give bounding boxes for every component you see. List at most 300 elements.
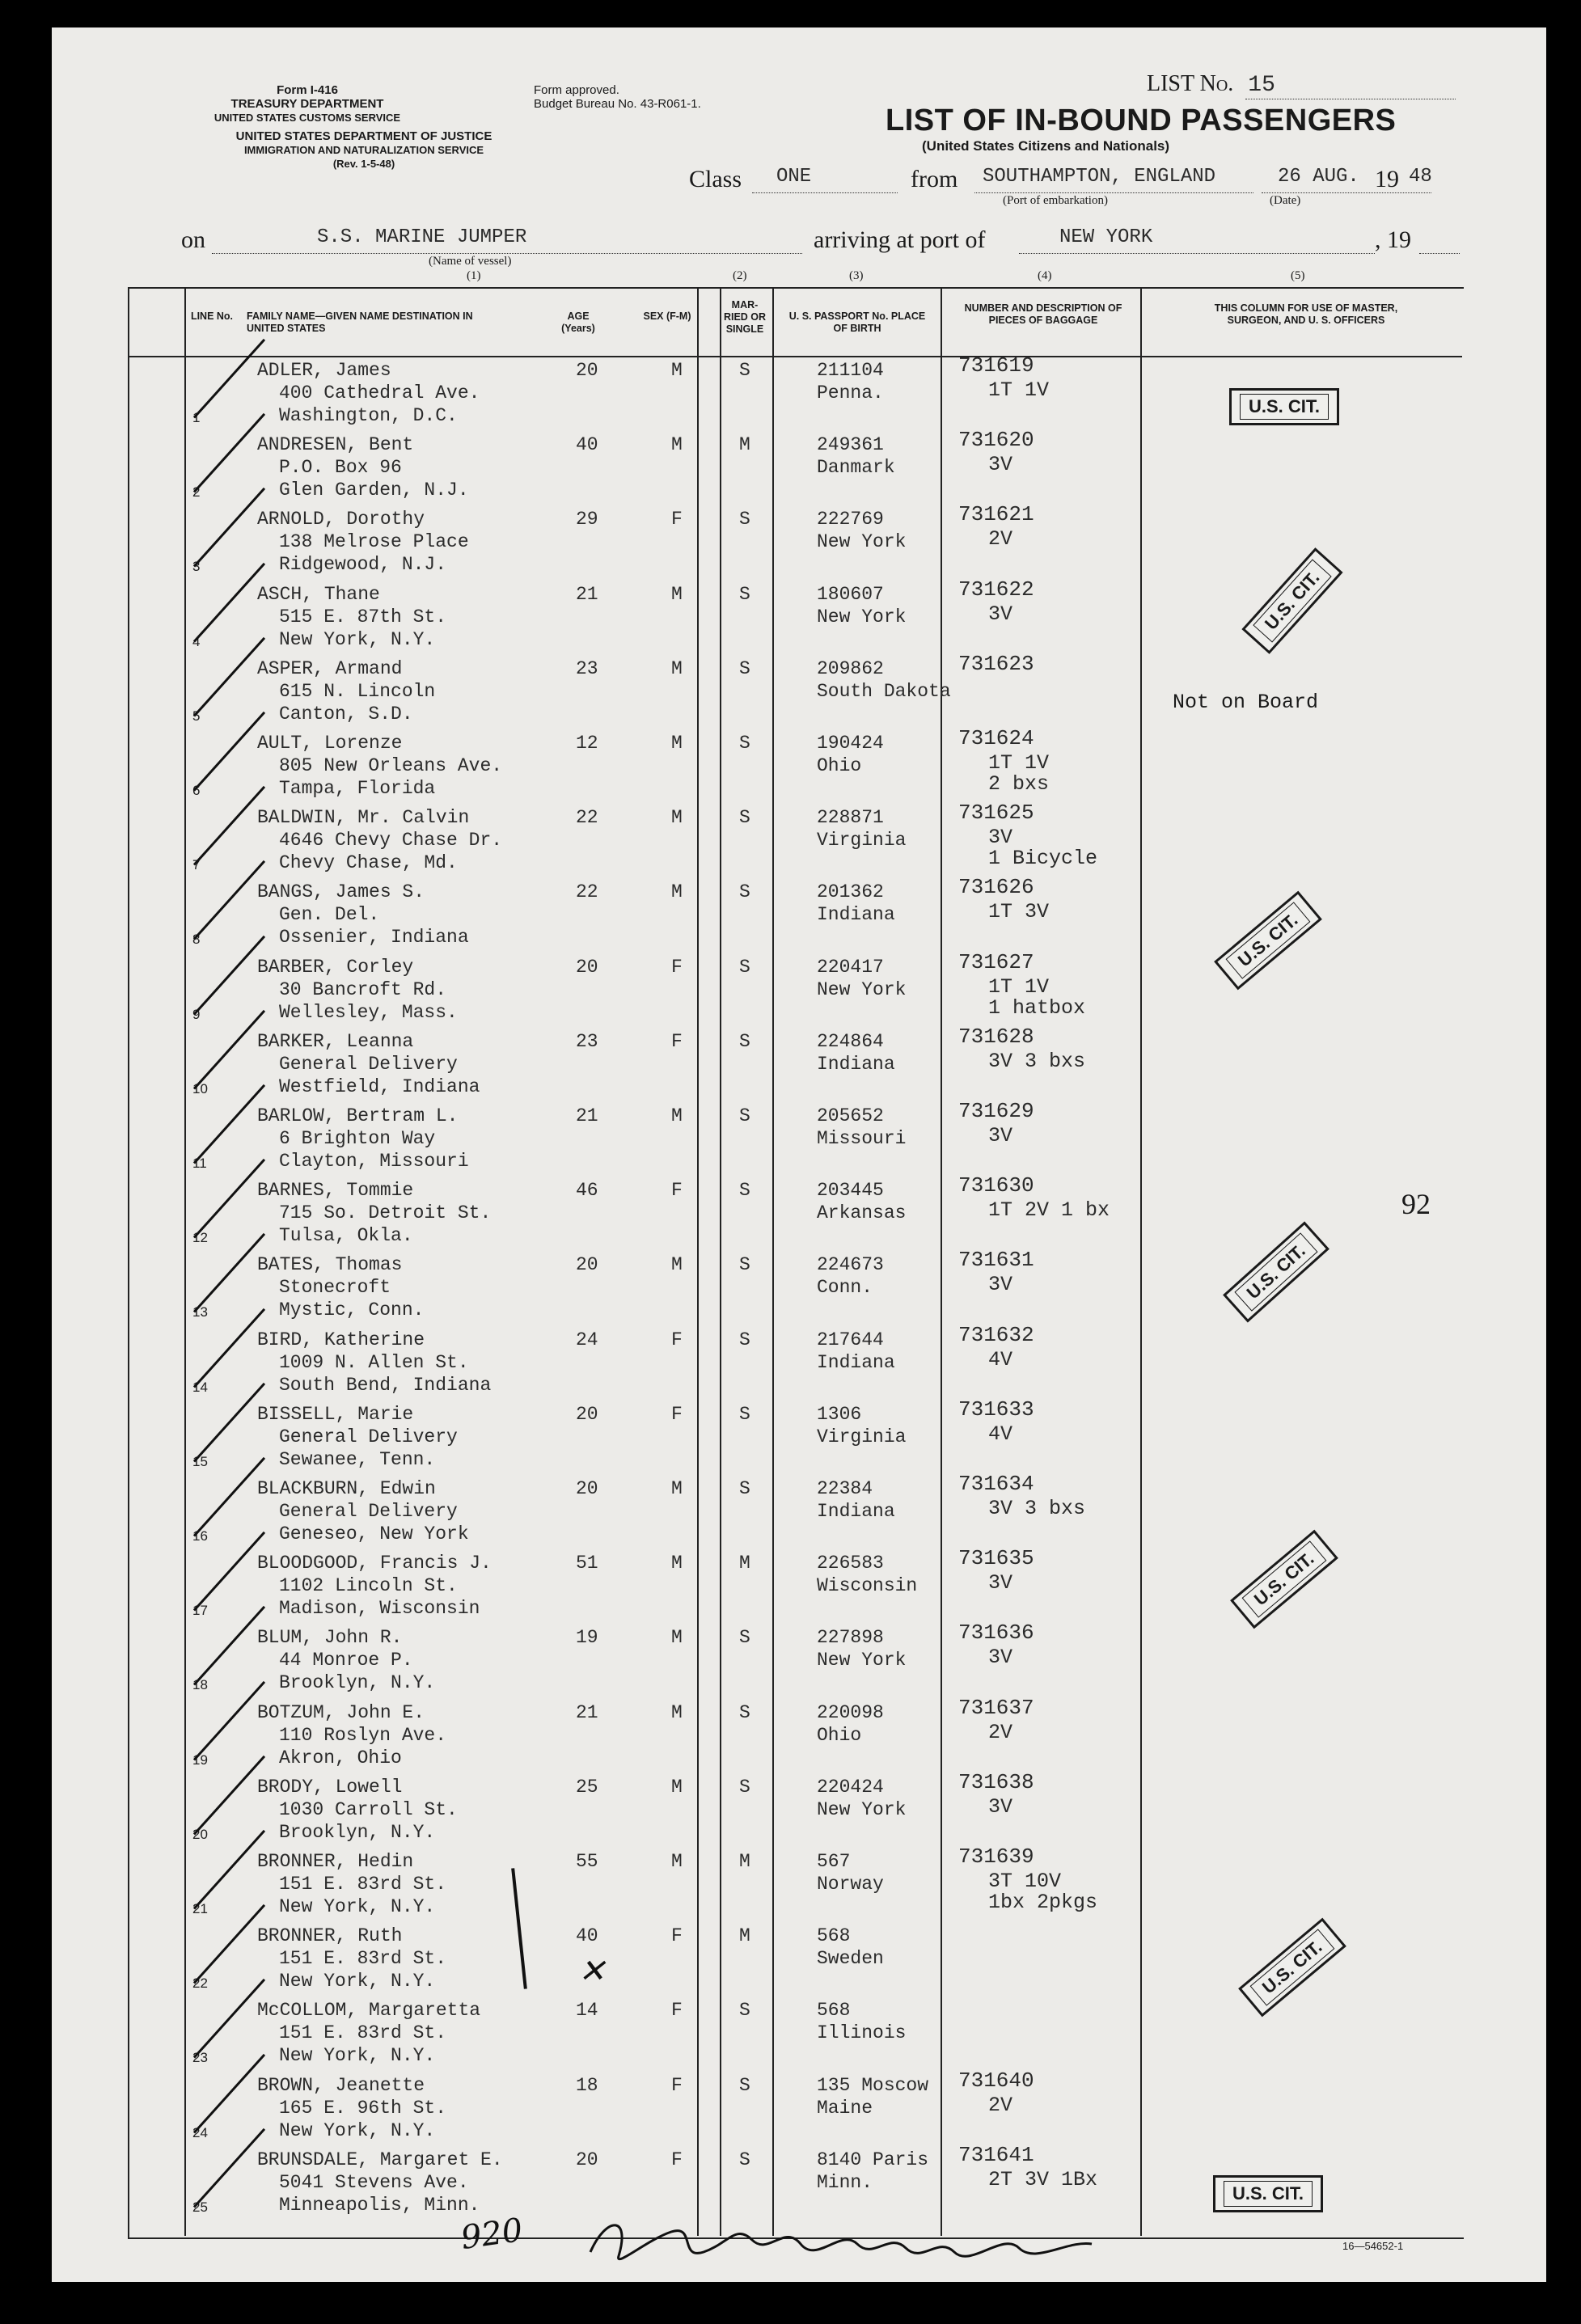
sex: F	[671, 2149, 683, 2170]
place-of-birth: Missouri	[817, 1128, 907, 1149]
table-row	[0, 1322, 1581, 1404]
marital-status: S	[739, 509, 750, 530]
line-number: 24	[192, 2124, 208, 2140]
marital-status: S	[739, 1478, 750, 1499]
place-of-birth: Norway	[817, 1874, 884, 1895]
address-line-2: Glen Garden, N.J.	[279, 480, 469, 501]
class-value: ONE	[776, 166, 812, 188]
place-of-birth: Conn.	[817, 1277, 873, 1299]
sex: M	[671, 434, 683, 456]
marital-status: S	[739, 1627, 750, 1649]
marital-status: S	[739, 2000, 750, 2022]
sex: F	[671, 2074, 683, 2096]
age: 23	[576, 1030, 598, 1052]
passport-number: 220098	[817, 1701, 884, 1723]
passport-number: 228871	[817, 807, 884, 829]
passport-number: 567	[817, 1851, 851, 1872]
sex: M	[671, 807, 683, 829]
form-approval	[534, 83, 701, 111]
line-number: 5	[192, 708, 201, 724]
address-line-2: Washington, D.C.	[279, 405, 458, 426]
address-line-2: Ossenier, Indiana	[279, 927, 469, 949]
passenger-name: BARBER, Corley	[257, 956, 414, 978]
arrival-port: NEW YORK	[1059, 226, 1153, 248]
header-married: MAR-RIED OR SINGLE	[723, 299, 767, 335]
passport-number: 220424	[817, 1776, 884, 1798]
header-name-destination: FAMILY NAME—GIVEN NAME DESTINATION IN UNITED STATES	[247, 311, 473, 334]
passport-number: 222769	[817, 509, 884, 530]
passenger-name: BRONNER, Hedin	[257, 1851, 414, 1872]
date-value: 26 AUG.	[1278, 166, 1359, 188]
us-citizen-stamp: U.S. CIT.	[1229, 388, 1339, 425]
ins-service: IMMIGRATION AND NATURALIZATION SERVICE	[243, 144, 484, 156]
baggage-description: 3V	[988, 1794, 1013, 1819]
place-of-birth: South Dakota	[817, 680, 951, 702]
baggage-description: 3V	[988, 826, 1013, 850]
baggage-number: 731629	[958, 1099, 1034, 1123]
place-of-birth: Indiana	[817, 1351, 895, 1373]
passport-number: 205652	[817, 1105, 884, 1126]
marital-status: S	[739, 1254, 750, 1276]
address-line-1: 615 N. Lincoln	[279, 680, 436, 702]
address-line-1: General Delivery	[279, 1053, 458, 1075]
marital-status: S	[739, 956, 750, 978]
address-line-1: 151 E. 83rd St.	[279, 1874, 447, 1895]
sex: F	[671, 1403, 683, 1425]
address-line-2: New York, N.Y.	[279, 2045, 436, 2067]
place-of-birth: Sweden	[817, 1948, 884, 1970]
address-line-1: 6 Brighton Way	[279, 1128, 436, 1149]
line-number: 8	[192, 932, 201, 948]
marital-status: S	[739, 881, 750, 903]
passenger-name: BARNES, Tommie	[257, 1180, 414, 1202]
line-number: 12	[192, 1230, 208, 1246]
passenger-name: ASCH, Thane	[257, 583, 380, 605]
address-line-1: 515 E. 87th St.	[279, 606, 447, 627]
line-number: 1	[192, 410, 201, 425]
age: 22	[576, 807, 598, 829]
address-line-1: 1030 Carroll St.	[279, 1798, 458, 1820]
passport-number: 1306	[817, 1403, 862, 1425]
address-line-1: 151 E. 83rd St.	[279, 2022, 447, 2044]
address-line-2: New York, N.Y.	[279, 1971, 436, 1992]
passenger-name: AULT, Lorenze	[257, 733, 403, 754]
age: 20	[576, 1403, 598, 1425]
sex: M	[671, 1851, 683, 1872]
us-citizen-stamp: U.S. CIT.	[1238, 1918, 1346, 2018]
address-line-2: New York, N.Y.	[279, 1896, 436, 1917]
table-row	[0, 651, 1581, 733]
address-line-2: Canton, S.D.	[279, 703, 413, 725]
header-line-no: LINE No.	[190, 311, 234, 322]
baggage-description: 3V	[988, 1124, 1013, 1147]
passenger-name: BISSELL, Marie	[257, 1403, 414, 1425]
passport-number: 220417	[817, 956, 884, 978]
marital-status: S	[739, 2149, 750, 2170]
table-row	[0, 1695, 1581, 1777]
line-number: 17	[192, 1603, 208, 1619]
line-number: 15	[192, 1453, 208, 1469]
passenger-name: BRONNER, Ruth	[257, 1925, 403, 1947]
address-line-2: Akron, Ohio	[279, 1747, 402, 1768]
age: 21	[576, 1701, 598, 1723]
passport-number: 135 Moscow	[817, 2074, 929, 2096]
age: 21	[576, 583, 598, 605]
place-of-birth: Arkansas	[817, 1202, 907, 1224]
baggage-number: 731623	[958, 651, 1034, 676]
inspector-signature	[582, 2208, 1100, 2272]
bottom-initials: 920	[459, 2211, 526, 2258]
baggage-description: 3V	[988, 602, 1013, 626]
address-line-2: Geneseo, New York	[279, 1523, 469, 1544]
baggage-description: 1T 1V	[988, 974, 1050, 999]
place-of-birth: New York	[817, 606, 907, 627]
line-number: 9	[192, 1006, 201, 1022]
passport-number: 22384	[817, 1478, 873, 1499]
column-number-2: (2)	[733, 269, 747, 282]
baggage-number: 731626	[958, 875, 1034, 900]
passenger-name: BALDWIN, Mr. Calvin	[257, 807, 470, 829]
place-of-birth: Penna.	[817, 382, 884, 404]
age: 19	[576, 1627, 598, 1649]
address-line-1: 805 New Orleans Ave.	[279, 755, 503, 776]
treasury-department: TREASURY DEPARTMENT	[230, 97, 384, 111]
address-line-1: 151 E. 83rd St.	[279, 1948, 447, 1970]
passport-number: 211104	[817, 360, 884, 381]
passenger-name: BRODY, Lowell	[257, 1776, 403, 1798]
vessel-name: S.S. MARINE JUMPER	[317, 226, 527, 248]
address-line-1: Stonecroft	[279, 1277, 391, 1299]
age: 51	[576, 1553, 598, 1574]
place-of-birth: New York	[817, 1798, 907, 1820]
table-row	[0, 2068, 1581, 2149]
page-subtitle: (United States Citizens and Nationals)	[922, 138, 1170, 154]
address-line-2: Brooklyn, N.Y.	[279, 1821, 436, 1843]
form-revision: (Rev. 1-5-48)	[332, 158, 395, 170]
marital-status: M	[739, 1553, 750, 1574]
address-line-2: New York, N.Y.	[279, 628, 436, 650]
marital-status: S	[739, 1030, 750, 1052]
age: 40	[576, 1925, 598, 1947]
baggage-description: 3V	[988, 1273, 1013, 1297]
table-row	[0, 1024, 1581, 1105]
sex: F	[671, 1030, 683, 1052]
address-line-1: 1102 Lincoln St.	[279, 1575, 458, 1597]
baggage-description: 3T 10V	[988, 1870, 1062, 1893]
address-line-1: Gen. Del.	[279, 904, 380, 926]
passport-number: 209862	[817, 657, 884, 679]
marital-status: S	[739, 1403, 750, 1425]
baggage-description: 2V	[988, 1720, 1013, 1744]
list-number-label: LIST No.	[1147, 71, 1234, 96]
baggage-description: 3V	[988, 453, 1013, 477]
line-number: 22	[192, 1975, 208, 1992]
us-citizen-stamp: U.S. CIT.	[1223, 1221, 1329, 1322]
address-line-1: General Delivery	[279, 1501, 458, 1522]
marital-status: S	[739, 1180, 750, 1202]
sex: M	[671, 583, 683, 605]
marital-status: S	[739, 657, 750, 679]
passport-number: 224864	[817, 1030, 884, 1052]
place-of-birth: Indiana	[817, 1053, 895, 1075]
budget-bureau: Budget Bureau No. 43-R061-1.	[534, 97, 701, 111]
table-row	[0, 1925, 1581, 2000]
baggage-number: 731625	[958, 801, 1034, 826]
marital-status: S	[739, 583, 750, 605]
line-number: 16	[192, 1528, 208, 1544]
line-number: 7	[192, 857, 201, 873]
sex: M	[671, 657, 683, 679]
place-of-birth: New York	[817, 978, 907, 1000]
from-label: from	[911, 166, 958, 192]
age: 40	[576, 434, 598, 456]
line-number: 10	[192, 1080, 208, 1097]
passenger-name: BATES, Thomas	[257, 1254, 403, 1276]
column-number-5: (5)	[1291, 269, 1305, 282]
list-number-value: 15	[1248, 73, 1275, 98]
place-of-birth: Ohio	[817, 1724, 862, 1746]
marital-status: S	[739, 1329, 750, 1350]
age: 55	[576, 1851, 598, 1872]
arriving-label: arriving at port of	[814, 226, 986, 253]
baggage-number: 731641	[958, 2142, 1034, 2167]
passenger-name: BRUNSDALE, Margaret E.	[257, 2149, 503, 2170]
passport-number: 224673	[817, 1254, 884, 1276]
passenger-name: ASPER, Armand	[257, 657, 403, 679]
passport-number: 190424	[817, 733, 884, 754]
passenger-name: ADLER, James	[257, 360, 391, 381]
address-line-2: Madison, Wisconsin	[279, 1598, 480, 1620]
on-label: on	[181, 226, 205, 253]
handwritten-mark: ✕	[578, 1953, 606, 1990]
sex: F	[671, 1925, 683, 1947]
line-number: 3	[192, 559, 201, 575]
address-line-1: 4646 Chevy Chase Dr.	[279, 830, 503, 851]
sex: M	[671, 1776, 683, 1798]
passport-number: 180607	[817, 583, 884, 605]
passport-number: 226583	[817, 1553, 884, 1574]
address-line-2: Tulsa, Okla.	[279, 1225, 413, 1247]
marital-status: S	[739, 2074, 750, 2096]
baggage-description: 4V	[988, 1347, 1013, 1371]
line-number: 14	[192, 1379, 208, 1395]
baggage-description: 1T 3V	[988, 900, 1050, 924]
age: 20	[576, 360, 598, 381]
table-row	[0, 1472, 1581, 1553]
table-row	[0, 801, 1581, 881]
age: 22	[576, 881, 598, 903]
passenger-name: ARNOLD, Dorothy	[257, 509, 425, 530]
baggage-description: 3V	[988, 1571, 1013, 1595]
column-number-4: (4)	[1038, 269, 1052, 282]
table-row	[0, 1844, 1581, 1925]
baggage-number: 731619	[958, 353, 1034, 378]
place-of-birth: Illinois	[817, 2022, 907, 2044]
address-line-2: Minneapolis, Minn.	[279, 2194, 480, 2216]
footer-code: 16—54652-1	[1342, 2240, 1404, 2252]
passport-number: 8140 Paris	[817, 2149, 929, 2170]
vessel-caption: (Name of vessel)	[429, 255, 512, 268]
age: 12	[576, 733, 598, 754]
passport-number: 201362	[817, 881, 884, 903]
header-sex: SEX (F-M)	[643, 311, 691, 322]
port-of-embarkation: SOUTHAMPTON, ENGLAND	[983, 166, 1216, 188]
place-of-birth: Indiana	[817, 904, 895, 926]
place-of-birth: Wisconsin	[817, 1575, 918, 1597]
address-line-1: General Delivery	[279, 1426, 458, 1447]
passenger-name: BROWN, Jeanette	[257, 2074, 425, 2096]
baggage-number: 731639	[958, 1844, 1034, 1869]
age: 20	[576, 2149, 598, 2170]
header-age: AGE (Years)	[561, 311, 595, 334]
baggage-description: 4V	[988, 1422, 1013, 1446]
sex: M	[671, 1627, 683, 1649]
sex: M	[671, 733, 683, 754]
year-prefix: 19	[1375, 166, 1399, 192]
address-line-1: 110 Roslyn Ave.	[279, 1724, 447, 1746]
address-line-1: 44 Monroe P.	[279, 1650, 413, 1671]
baggage-number: 731636	[958, 1620, 1034, 1646]
address-line-2: Chevy Chase, Md.	[279, 852, 458, 874]
sex: F	[671, 956, 683, 978]
header-passport: U. S. PASSPORT No. PLACE OF BIRTH	[788, 311, 926, 334]
baggage-number: 731638	[958, 1769, 1034, 1794]
line-number: 11	[192, 1156, 207, 1171]
table-row	[0, 1173, 1581, 1254]
line-number: 20	[192, 1826, 208, 1842]
baggage-number: 731637	[958, 1695, 1034, 1720]
age: 20	[576, 1478, 598, 1499]
sex: F	[671, 2000, 683, 2022]
table-row	[0, 1397, 1581, 1478]
baggage-number: 731630	[958, 1173, 1034, 1198]
marital-status: S	[739, 360, 750, 381]
address-line-1: 138 Melrose Place	[279, 531, 469, 553]
address-line-2: Clayton, Missouri	[279, 1151, 469, 1172]
baggage-description: 1T 1V	[988, 378, 1050, 402]
passenger-name: ANDRESEN, Bent	[257, 434, 414, 456]
age: 20	[576, 956, 598, 978]
table-row	[0, 2000, 1581, 2074]
baggage-number: 731640	[958, 2068, 1034, 2093]
address-line-2: South Bend, Indiana	[279, 1374, 492, 1396]
baggage-number: 731628	[958, 1024, 1034, 1049]
sex: M	[671, 1254, 683, 1276]
date-caption: (Date)	[1270, 194, 1301, 207]
address-line-2: Wellesley, Mass.	[279, 1001, 458, 1023]
column-number-1: (1)	[467, 269, 481, 282]
page-title: LIST OF IN-BOUND PASSENGERS	[886, 104, 1397, 137]
marital-status: M	[739, 434, 750, 456]
address-line-1: 165 E. 96th St.	[279, 2097, 447, 2119]
table-row	[0, 1099, 1581, 1180]
age: 23	[576, 657, 598, 679]
table-row	[0, 428, 1581, 509]
form-approved: Form approved.	[534, 83, 619, 97]
passport-number: 568	[817, 2000, 851, 2022]
marital-status: S	[739, 1776, 750, 1798]
sex: M	[671, 360, 683, 381]
sex: M	[671, 1478, 683, 1499]
form-header-left	[170, 83, 445, 125]
baggage-description: 2V	[988, 2093, 1013, 2117]
baggage-number: 731622	[958, 577, 1034, 602]
baggage-number: 731631	[958, 1248, 1034, 1273]
passenger-name: BANGS, James S.	[257, 881, 425, 903]
place-of-birth: New York	[817, 531, 907, 553]
passenger-name: McCOLLOM, Margaretta	[257, 2000, 481, 2022]
baggage-description: 3V	[988, 1646, 1013, 1670]
baggage-number: 731634	[958, 1472, 1034, 1496]
line-number: 2	[192, 484, 201, 501]
address-line-2: Tampa, Florida	[279, 778, 436, 799]
us-citizen-stamp: U.S. CIT.	[1214, 891, 1322, 991]
baggage-description: 2V	[988, 527, 1013, 551]
marital-status: S	[739, 733, 750, 754]
table-row	[0, 1546, 1581, 1627]
line-number: 4	[192, 633, 201, 649]
marital-status: S	[739, 1105, 750, 1126]
customs-service: UNITED STATES CUSTOMS SERVICE	[213, 112, 401, 124]
sex: M	[671, 1553, 683, 1574]
place-of-birth: Virginia	[817, 1426, 907, 1447]
justice-department: UNITED STATES DEPARTMENT OF JUSTICE	[235, 129, 492, 143]
passenger-name: BOTZUM, John E.	[257, 1701, 425, 1723]
list-number	[1147, 71, 1275, 98]
baggage-extra: 2 bxs	[988, 772, 1050, 796]
age: 46	[576, 1180, 598, 1202]
sex: F	[671, 509, 683, 530]
sex: M	[671, 1105, 683, 1126]
passenger-name: BIRD, Katherine	[257, 1329, 425, 1350]
line-number: 23	[192, 2050, 208, 2066]
passport-number: 217644	[817, 1329, 884, 1350]
line-number: 13	[192, 1304, 208, 1320]
line-number: 25	[192, 2199, 208, 2215]
baggage-description: 2T 3V 1Bx	[988, 2167, 1098, 2191]
marital-status: S	[739, 1701, 750, 1723]
table-row	[0, 1248, 1581, 1329]
not-on-board-note: Not on Board	[1173, 691, 1319, 714]
baggage-extra: 1 Bicycle	[988, 847, 1098, 871]
marital-status: M	[739, 1851, 750, 1872]
justice-header	[162, 129, 566, 171]
baggage-number: 731624	[958, 726, 1034, 750]
passport-number: 203445	[817, 1180, 884, 1202]
address-line-1: 715 So. Detroit St.	[279, 1202, 492, 1224]
age: 25	[576, 1776, 598, 1798]
place-of-birth: Minn.	[817, 2171, 873, 2193]
age: 21	[576, 1105, 598, 1126]
baggage-description: 1T 2V 1 bx	[988, 1198, 1110, 1223]
place-of-birth: Danmark	[817, 457, 895, 479]
baggage-description: 1T 1V	[988, 751, 1050, 775]
baggage-number: 731633	[958, 1397, 1034, 1422]
class-label: Class	[689, 166, 742, 192]
baggage-extra: 1 hatbox	[988, 995, 1086, 1020]
sex: M	[671, 881, 683, 903]
passport-number: 568	[817, 1925, 851, 1947]
form-number: Form I-416	[277, 83, 338, 97]
age: 20	[576, 1254, 598, 1276]
marital-status: S	[739, 807, 750, 829]
address-line-2: Sewanee, Tenn.	[279, 1448, 436, 1470]
port-caption: (Port of embarkation)	[1003, 194, 1108, 207]
table-row	[0, 875, 1581, 956]
passenger-name: BARLOW, Bertram L.	[257, 1105, 459, 1126]
line-number: 21	[192, 1901, 208, 1916]
place-of-birth: New York	[817, 1650, 907, 1671]
